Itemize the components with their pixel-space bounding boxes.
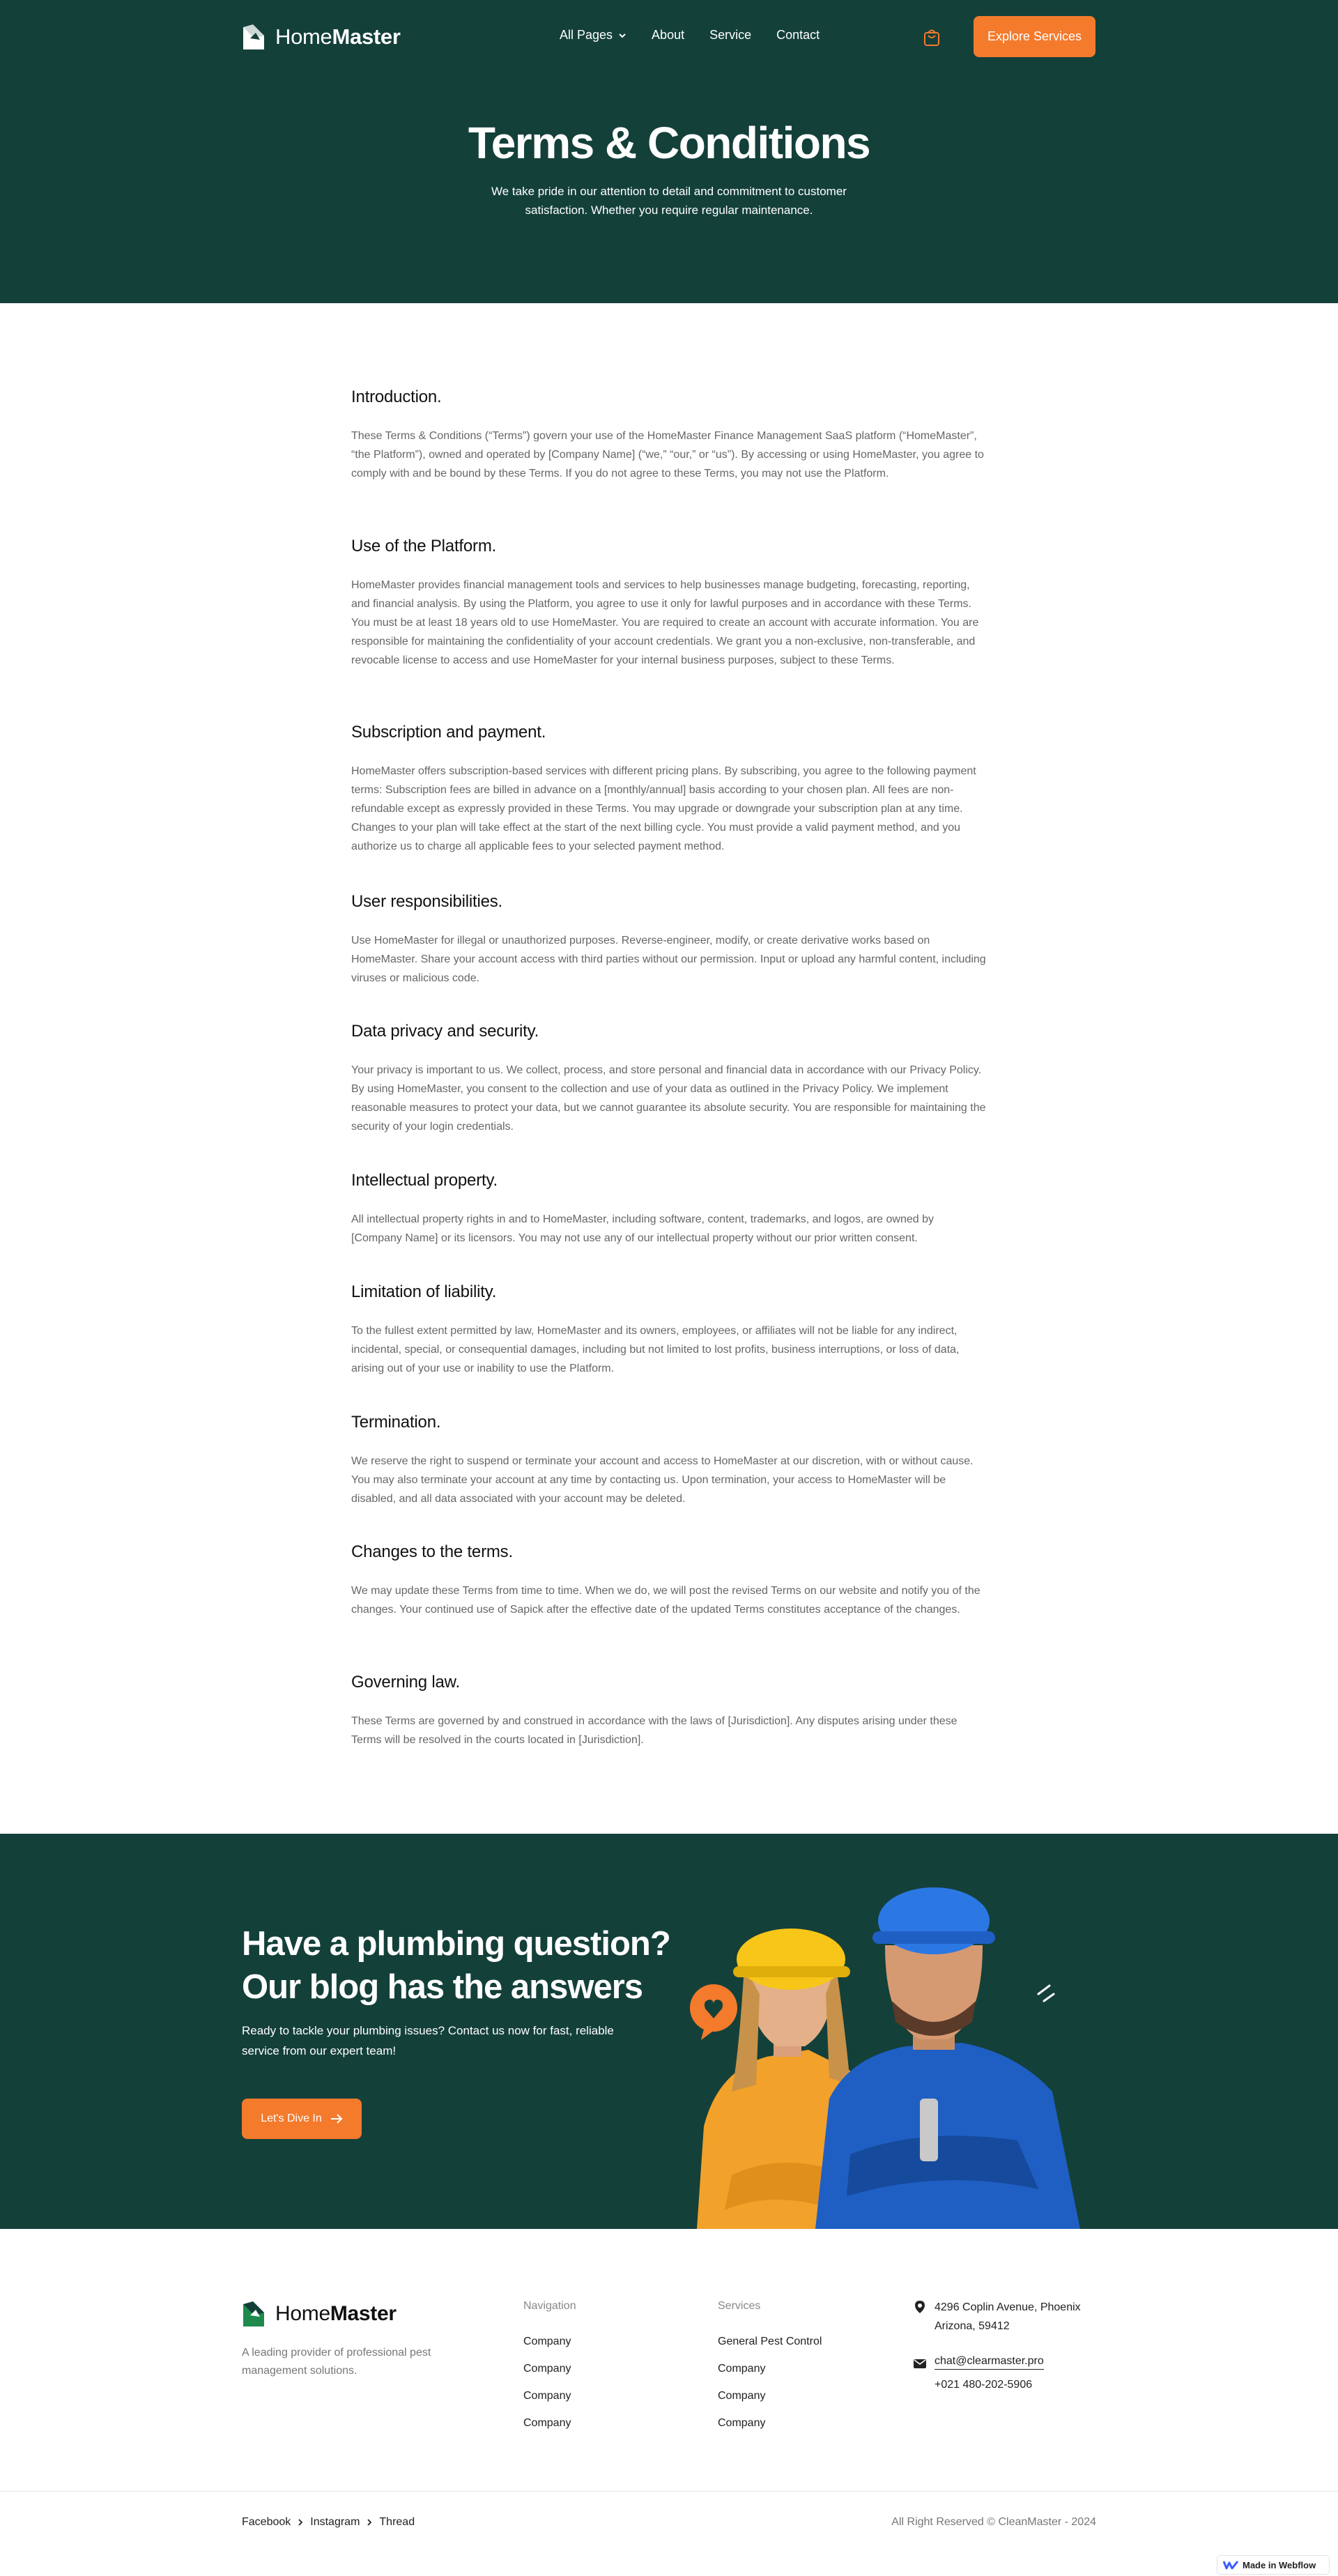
menu-item-service[interactable]: Service [709,28,752,42]
lets-dive-in-button[interactable] [242,2099,362,2139]
section-text-limitation-of-liability: To the fullest extent permitted by law, HomeMaster and its owners, employees, or affiliates will not be liable for any indirect, incidental, special, or consequential damages, including but not limited to lost profits, business interruptions, or loss of data, arising out of your use or inability to use the Platform. [351,1325,960,1374]
section-text-governing-law: These Terms are governed by and construed in accordance with the laws of [Jurisdiction]. Any disputes arising under these Terms will be resolved in the courts located in [Jurisdiction]. [351,1715,958,1746]
section-text-user-responsibilities: Use HomeMaster for illegal or unauthorized purposes. Reverse-engineer, modify, or create derivative works based on HomeMaster. Share your account access with third parties without our permission. Input or upload any harmful content, including viruses or malicious code. [351,935,986,984]
brand-name-light: Home [275,24,332,49]
footer-service-link[interactable]: Company [718,2363,766,2375]
section-text-introduction: These Terms & Conditions (“Terms”) govern your use of the HomeMaster Finance Management SaaS platform (“HomeMaster”, “the Platform”), owned and operated by [Company Name] (“we,” “our,” or “us”). By accessing or using HomeMaster, you agree to comply with and be bound by these Terms. If you do not agree to these Terms, you may not use the Platform. [351,430,984,480]
brand-name-bold: Master [332,24,401,49]
chevron-right-icon [365,2518,374,2527]
section-title-changes-to-terms: Changes to the terms. [351,1542,513,1561]
section-title-intellectual-property: Intellectual property. [351,1171,498,1190]
section-text-changes-to-terms: We may update these Terms from time to time. When we do, we will post the revised Terms on our website and notify you of the changes. Your continued use of Sapick after the effective date of the updated Terms constitutes acceptance of the changes. [351,1585,981,1616]
menu-item-all-pages[interactable] [560,28,626,43]
plumbers-illustration [690,1862,1101,2229]
footer-brand-logo[interactable] [242,2300,397,2328]
page-subtitle: We take pride in our attention to detail and commitment to customer satisfaction. Whether you require regular maintenance. [491,185,847,217]
lets-dive-in-label: Let's Dive In [261,2113,322,2124]
footer-service-link[interactable]: Company [718,2417,766,2429]
shopping-bag-icon[interactable] [923,27,941,47]
main-menu [560,28,820,43]
copyright-text: All Right Reserved © CleanMaster - 2024 [891,2516,1096,2528]
logo-icon [242,2300,266,2328]
footer-email-link[interactable]: chat@clearmaster.pro [935,2353,1044,2370]
webflow-icon [1223,2560,1238,2570]
location-pin-icon [913,2300,927,2314]
blog-cta-title-line2: Our blog has the answers [242,1968,643,2006]
top-navbar [242,16,1095,58]
footer-services-title: Services [718,2300,761,2312]
footer-navigation-title: Navigation [523,2300,576,2312]
footer-nav-link[interactable]: Company [523,2417,571,2429]
explore-services-button[interactable]: Explore Services [974,16,1095,57]
section-text-intellectual-property: All intellectual property rights in and to HomeMaster, including software, content, trademarks, and logos, are owned by [Company Name] or its licensors. You may not use any of our intellectual property without our prior written consent. [351,1213,934,1244]
chevron-down-icon [618,31,626,40]
footer-address [935,2298,1081,2336]
footer-nav-link[interactable]: Company [523,2390,571,2402]
hero-section [0,0,1338,303]
section-title-subscription: Subscription and payment. [351,723,546,742]
menu-item-contact[interactable]: Contact [776,28,820,42]
brand-logo[interactable] [242,23,401,51]
footer-service-link[interactable]: Company [718,2390,766,2402]
footer-description: A leading provider of professional pest management solutions. [242,2347,431,2377]
blog-cta-subtitle: Ready to tackle your plumbing issues? Contact us now for fast, reliable service from our expert team! [242,2024,614,2057]
address-line1: 4296 Coplin Avenue, Phoenix [935,2301,1081,2313]
section-text-subscription: HomeMaster offers subscription-based services with different pricing plans. By subscribing, you agree to the following payment terms: Subscription fees are billed in advance on a [monthly/annual] basis according to your chosen plan. All fees are non-refundable except as expressly provided in these Terms. You may upgrade or downgrade your subscription plan at any time. Changes to your plan will take effect at the start of the next billing cycle. You must provide a valid payment method, and you authorize us to charge all applicable fees to your selected payment method. [351,765,976,852]
footer-divider [0,2491,1338,2492]
logo-icon [242,23,266,51]
thread-link[interactable]: Thread [379,2516,415,2528]
blog-cta-section [0,1834,1338,2229]
section-title-introduction: Introduction. [351,388,442,406]
footer-nav-link[interactable]: Company [523,2336,571,2347]
chevron-right-icon [296,2518,305,2527]
webflow-badge-label: Made in Webflow [1243,2559,1316,2570]
section-title-use-of-platform: Use of the Platform. [351,537,497,555]
section-title-limitation-of-liability: Limitation of liability. [351,1282,497,1301]
section-title-governing-law: Governing law. [351,1673,460,1692]
section-title-user-responsibilities: User responsibilities. [351,892,503,911]
blog-cta-title-line1: Have a plumbing question? [242,1925,670,1963]
section-text-use-of-platform: HomeMaster provides financial management tools and services to help businesses manage budgeting, forecasting, reporting, and financial analysis. By using the Platform, you agree to use it only for lawful purposes and in accordance with these Terms. You must be at least 18 years old to use HomeMaster. You are required to create an account with accurate information. You are responsible for maintaining the confidentiality of your account credentials. We grant you a non-exclusive, non-transferable, and revocable license to access and use HomeMaster for your internal business purposes, subject to these Terms. [351,579,979,666]
instagram-link[interactable]: Instagram [310,2516,360,2528]
page-title: Terms & Conditions [468,118,870,168]
made-in-webflow-badge[interactable] [1217,2555,1330,2575]
blog-cta-title [242,1922,688,2009]
site-footer [0,2229,1338,2576]
brand-name-bold: Master [330,2302,397,2325]
facebook-link[interactable]: Facebook [242,2516,291,2528]
social-links [242,2516,415,2529]
arrow-right-icon [330,2114,343,2124]
footer-nav-link[interactable]: Company [523,2363,571,2375]
section-title-data-privacy: Data privacy and security. [351,1022,539,1041]
brand-name-light: Home [275,2302,330,2325]
section-title-termination: Termination. [351,1413,441,1432]
section-text-data-privacy: Your privacy is important to us. We collect, process, and store personal and financial data in accordance with our Privacy Policy. By using HomeMaster, you consent to the collection and use of your data as outlined in the Privacy Policy. We implement reasonable measures to protect your data, but we cannot guarantee its absolute security. You are responsible for maintaining the security of your login credentials. [351,1064,986,1133]
section-text-termination: We reserve the right to suspend or terminate your account and access to HomeMaster at our discretion, with or without cause. You may also terminate your account at any time by contacting us. Upon termination, your access to HomeMaster will be disabled, and all data associated with your account may be deleted. [351,1455,974,1505]
footer-service-link[interactable]: General Pest Control [718,2336,822,2347]
mail-icon [913,2356,927,2370]
footer-phone-link[interactable]: +021 480-202-5906 [935,2379,1033,2391]
menu-item-label: All Pages [560,28,613,42]
menu-item-about[interactable]: About [652,28,685,42]
address-line2: Arizona, 59412 [935,2320,1010,2332]
